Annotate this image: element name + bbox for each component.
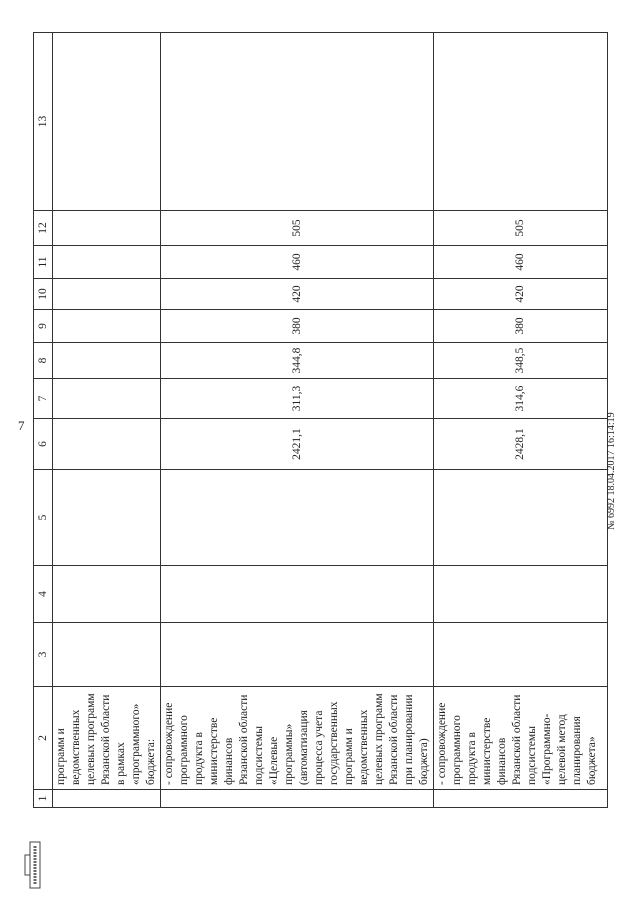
column-header: 9 [34, 310, 53, 343]
table-cell [434, 566, 608, 623]
column-header: 12 [34, 211, 53, 246]
column-header: 2 [34, 687, 53, 790]
table-cell [53, 470, 161, 566]
table-cell: 348,5 [434, 343, 608, 379]
table-cell [53, 566, 161, 623]
table-cell [53, 246, 161, 279]
table-cell: 505 [434, 211, 608, 246]
column-header: 7 [34, 379, 53, 419]
table-cell: 505 [161, 211, 434, 246]
table-cell: 380 [434, 310, 608, 343]
page-number: 7 [18, 418, 25, 433]
table-cell: 380 [161, 310, 434, 343]
column-header: 3 [34, 623, 53, 687]
table-cell [53, 33, 161, 211]
registration-footer: № 6992 18.04.2017 16:14:19 [606, 412, 617, 530]
table-cell [434, 790, 608, 808]
table-cell: 2421,1 [161, 419, 434, 470]
table-cell: 420 [161, 279, 434, 310]
table-row [53, 33, 161, 808]
column-header: 6 [34, 419, 53, 470]
table-cell [434, 33, 608, 211]
table-cell [161, 790, 434, 808]
table-cell [161, 623, 434, 687]
column-header: 8 [34, 343, 53, 379]
column-header: 10 [34, 279, 53, 310]
table-cell: 314,6 [434, 379, 608, 419]
table-cell: 460 [161, 246, 434, 279]
table-cell [161, 33, 434, 211]
table-cell [53, 419, 161, 470]
table-cell [434, 623, 608, 687]
column-header: 13 [34, 33, 53, 211]
table-cell [53, 279, 161, 310]
table-cell [434, 470, 608, 566]
table-cell [53, 379, 161, 419]
table-cell [53, 310, 161, 343]
table-cell: 311,3 [161, 379, 434, 419]
column-header: 1 [34, 790, 53, 808]
table-cell: 2428,1 [434, 419, 608, 470]
registry-stamp-icon [22, 840, 44, 890]
table-cell: - сопровождение программного продукта в министерстве финансов Рязанской области подсистемы «Целевые программы» (автоматизация процесса учета государственных программ и ведомственных целевых программ Рязанской области при планировании бюджета) [161, 687, 434, 790]
table-cell [53, 623, 161, 687]
data-table [33, 32, 608, 808]
table-cell: 344,8 [161, 343, 434, 379]
table-cell: 420 [434, 279, 608, 310]
table-cell: программ и ведомственных целевых программ Рязанской области в рамках «программного» бюджета: [53, 687, 161, 790]
table-row [161, 33, 434, 808]
column-header: 11 [34, 246, 53, 279]
column-header: 5 [34, 470, 53, 566]
table-row [434, 33, 608, 808]
rotated-table-area [33, 33, 608, 808]
header-row [34, 33, 53, 808]
table-cell [161, 566, 434, 623]
table-cell [53, 343, 161, 379]
table-cell [53, 211, 161, 246]
table-cell [53, 790, 161, 808]
column-header: 4 [34, 566, 53, 623]
table-cell: - сопровождение программного продукта в министерстве финансов Рязанской области подсистемы «Программно-целевой метод планирования бюджета» [434, 687, 608, 790]
table-cell: 460 [434, 246, 608, 279]
table-cell [161, 470, 434, 566]
